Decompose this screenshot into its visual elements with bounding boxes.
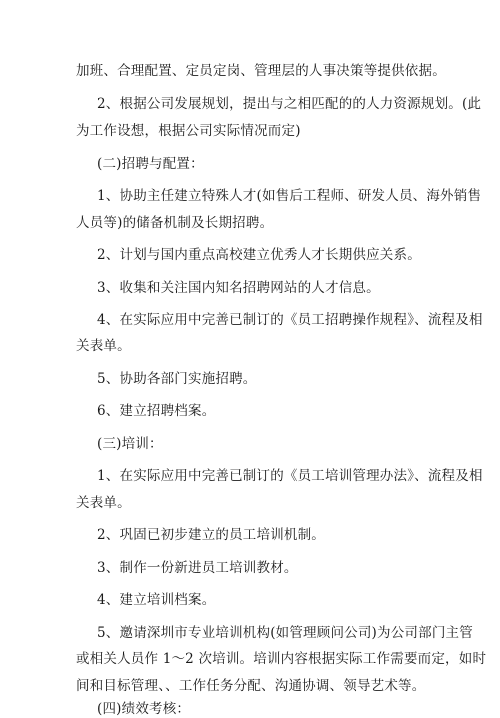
paragraph-line: 4、建立培训档案。	[97, 592, 216, 608]
paragraph-line: 3、收集和关注国内知名招聘网站的人才信息。	[97, 280, 380, 296]
section-heading: (四)绩效考核：	[97, 701, 191, 717]
paragraph-line: 或相关人员作 1～2 次培训。培训内容根据实际工作需要而定，如时	[76, 651, 487, 667]
paragraph-line: 1、在实际应用中完善已制订的《员工培训管理办法》、流程及相	[97, 468, 483, 484]
section-heading: (三)培训：	[97, 436, 163, 452]
paragraph-line: 2、巩固已初步建立的员工培训机制。	[97, 527, 325, 543]
paragraph-line: 人员等)的储备机制及长期招聘。	[76, 215, 274, 231]
paragraph-line: 关表单。	[76, 495, 131, 511]
paragraph-line: 6、建立招聘档案。	[97, 403, 216, 419]
paragraph-line: 关表单。	[76, 338, 131, 354]
paragraph-line: 5、协助各部门实施招聘。	[97, 371, 257, 387]
paragraph-line: 4、在实际应用中完善已制订的《员工招聘操作规程》、流程及相	[97, 312, 483, 328]
section-heading: (二)招聘与配置：	[97, 156, 204, 172]
paragraph-line: 为工作设想，根据公司实际情况而定)	[76, 123, 301, 139]
paragraph-line: 1、协助主任建立特殊人才(如售后工程师、研发人员、海外销售	[97, 188, 482, 204]
paragraph-line: 间和目标管理、、工作任务分配、沟通协调、领导艺术等。	[76, 678, 426, 694]
paragraph-line: 加班、合理配置、定员定岗、管理层的人事决策等提供依据。	[76, 63, 446, 79]
paragraph-line: 5、邀请深圳市专业培训机构(如管理顾问公司)为公司部门主管	[97, 625, 473, 641]
paragraph-line: 3、制作一份新进员工培训教材。	[97, 560, 298, 576]
paragraph-line: 2、计划与国内重点高校建立优秀人才长期供应关系。	[97, 247, 421, 263]
paragraph-line: 2、根据公司发展规划，提出与之相匹配的的人力资源规划。(此	[97, 96, 482, 112]
